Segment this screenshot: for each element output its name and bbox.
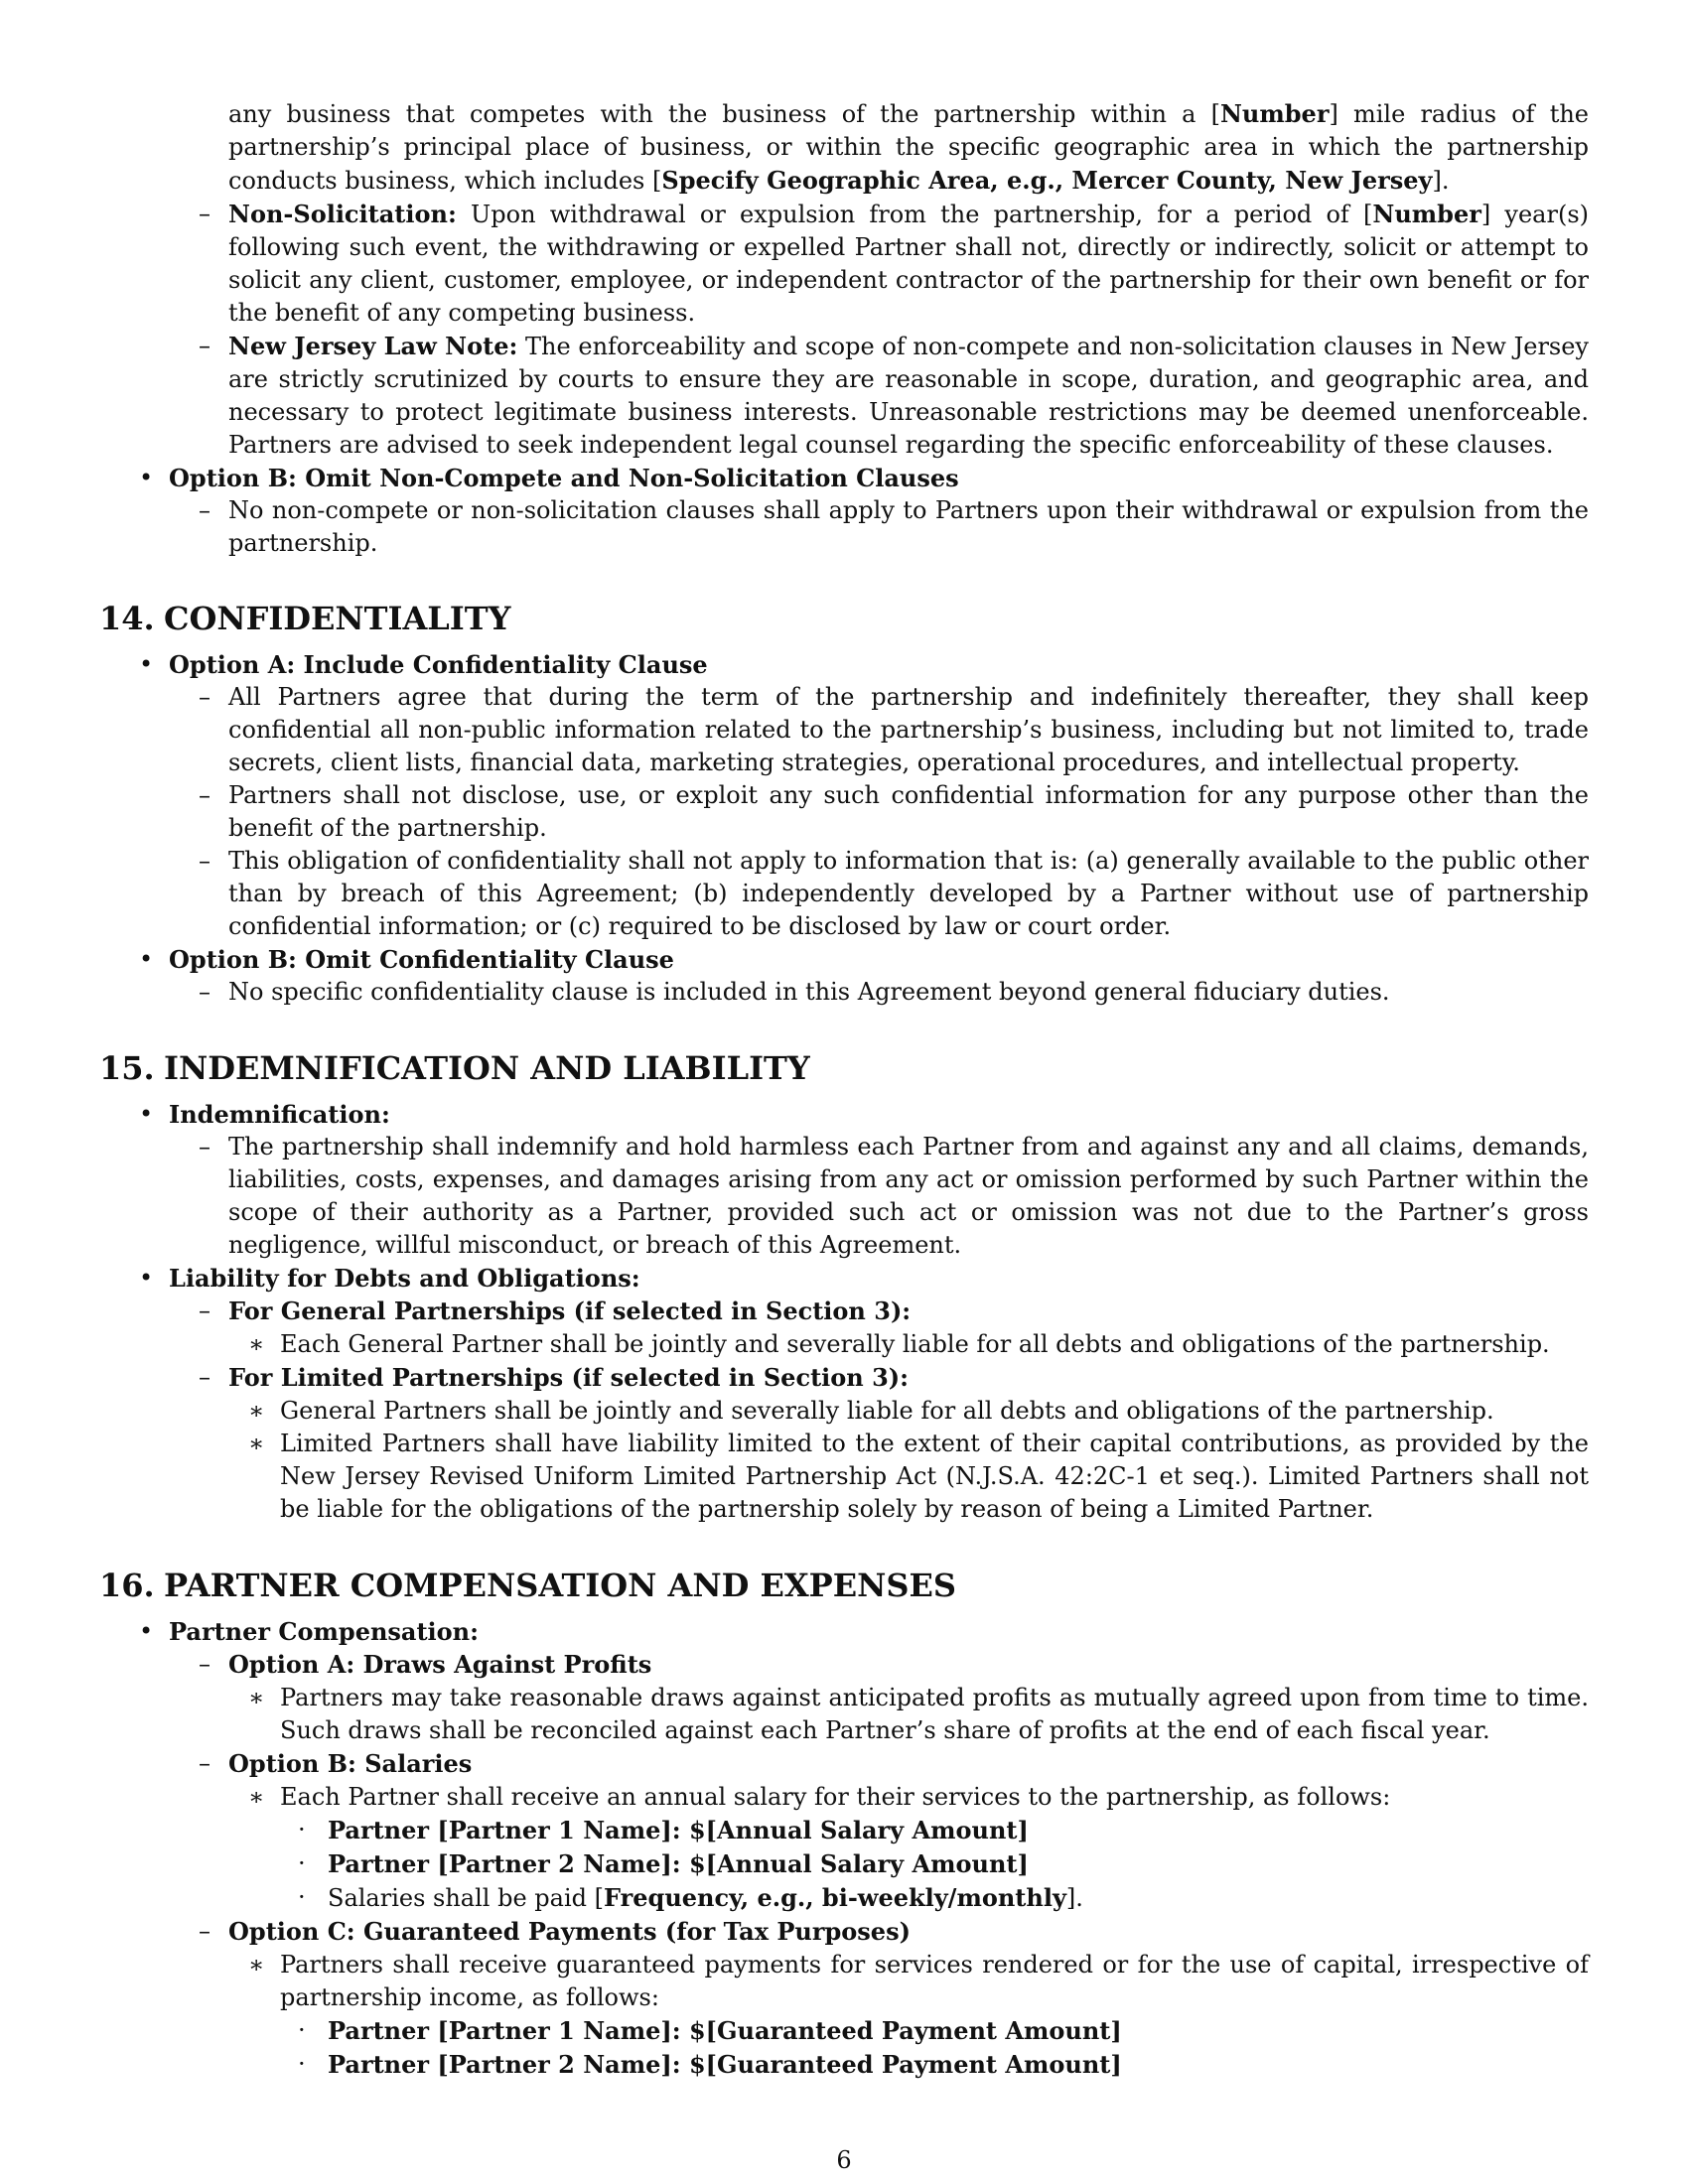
section-title: CONFIDENTIALITY bbox=[164, 600, 511, 637]
non-compete-continuation bbox=[99, 97, 1589, 198]
text-run: For General Partnerships (if selected in Section 3): bbox=[228, 1297, 912, 1325]
option-b-non-compete-item: – No non-compete or non-solicitation clauses shall apply to Partners upon their withdrawal or expulsion from the partnership. bbox=[99, 494, 1589, 560]
placeholder-frequency: Frequency, e.g., bi-weekly/monthly bbox=[604, 1883, 1066, 1912]
text-run: Salaries shall be paid [ bbox=[328, 1884, 604, 1912]
general-partnerships-label bbox=[99, 1295, 1589, 1328]
section-14-heading bbox=[99, 599, 1589, 638]
placeholder-number: Number bbox=[1219, 99, 1330, 128]
text-run: ]. bbox=[1065, 1884, 1083, 1912]
text-run: For Limited Partnerships (if selected in Section 3): bbox=[228, 1363, 909, 1392]
option-b-non-compete-label: • Option B: Omit Non-Compete and Non-Solicitation Clauses bbox=[99, 462, 1589, 494]
text-run: The enforceability and scope of non-compete and non-solicitation clauses in New Jersey are strictly scrutinized by courts to ensure they are reasonable in scope, duration, and geographic area, and necessary to protect legitimate business interests. Unreasonable restrictions may be deemed unenforceable. Partners are advised to seek independent legal counsel regarding the specific enforceability of these clauses. bbox=[228, 333, 1589, 459]
option-b-confidentiality-label: • Option B: Omit Confidentiality Clause bbox=[99, 943, 1589, 976]
list-item: – Partners shall not disclose, use, or exploit any such confidential information for any purpose other than the benefit of the partnership. bbox=[99, 779, 1589, 845]
limited-partnerships-label bbox=[99, 1361, 1589, 1395]
list-item: ∗ Partners may take reasonable draws against anticipated profits as mutually agreed upon from time to time. Such draws shall be reconciled against each Partner’s share of profits at the end of each fiscal year. bbox=[99, 1682, 1589, 1747]
option-b-salaries-label bbox=[99, 1747, 1589, 1781]
text-run: Option A: Draws Against Profits bbox=[228, 1650, 652, 1679]
section-number: 14. bbox=[99, 600, 155, 637]
option-c-guaranteed-label bbox=[99, 1915, 1589, 1949]
list-item: – This obligation of confidentiality shall not apply to information that is: (a) generally available to the public other than by breach of this Agreement; (b) independently developed by a Partner without use of partnership confidential information; or (c) required to be disclosed by law or court order. bbox=[99, 845, 1589, 943]
indemnification-label: • Indemnification: bbox=[99, 1098, 1589, 1131]
salary-partner-1 bbox=[99, 1814, 1589, 1847]
text-run: ] year(s) following such event, the withdrawing or expelled Partner shall not, directly or indirectly, solicit or attempt to solicit any client, customer, employee, or independent contractor of the partnership for their own benefit or for the benefit of any competing business. bbox=[228, 201, 1590, 327]
placeholder-geographic-area: Specify Geographic Area, e.g., Mercer County, New Jersey bbox=[661, 166, 1433, 195]
section-16-heading bbox=[99, 1566, 1589, 1605]
section-title: PARTNER COMPENSATION AND EXPENSES bbox=[164, 1567, 956, 1604]
text-run: Partner [Partner 2 Name]: $[Annual Salary Amount] bbox=[328, 1849, 1029, 1878]
nj-law-note-label: New Jersey Law Note: bbox=[228, 332, 518, 360]
text-run: Option B: Salaries bbox=[228, 1749, 473, 1778]
section-title: INDEMNIFICATION AND LIABILITY bbox=[164, 1049, 810, 1087]
text-run: Partner [Partner 1 Name]: $[Guaranteed Payment Amount] bbox=[328, 2016, 1122, 2045]
list-item: – The partnership shall indemnify and hold harmless each Partner from and against any and all claims, demands, liabilities, costs, expenses, and damages arising from any act or omission performed by such Partner within the scope of their authority as a Partner, provided such act or omission was not due to the Partner’s gross negligence, willful misconduct, or breach of this Agreement. bbox=[99, 1131, 1589, 1262]
page-content bbox=[99, 97, 1589, 2082]
section-number: 15. bbox=[99, 1049, 155, 1087]
option-a-draws-label bbox=[99, 1648, 1589, 1682]
guaranteed-partner-2 bbox=[99, 2048, 1589, 2082]
option-a-confidentiality-label: • Option A: Include Confidentiality Clause bbox=[99, 648, 1589, 681]
list-item: ∗ Each General Partner shall be jointly and severally liable for all debts and obligations of the partnership. bbox=[99, 1328, 1589, 1361]
liability-label: • Liability for Debts and Obligations: bbox=[99, 1262, 1589, 1295]
placeholder-number: Number bbox=[1372, 200, 1481, 228]
list-item: – No specific confidentiality clause is included in this Agreement beyond general fiduciary duties. bbox=[99, 976, 1589, 1009]
list-item: ∗ General Partners shall be jointly and severally liable for all debts and obligations of the partnership. bbox=[99, 1395, 1589, 1428]
text-run: Partner [Partner 1 Name]: $[Annual Salary Amount] bbox=[328, 1816, 1029, 1844]
text-run: Partner [Partner 2 Name]: $[Guaranteed Payment Amount] bbox=[328, 2050, 1122, 2079]
text-run: Upon withdrawal or expulsion from the partnership, for a period of [ bbox=[456, 201, 1373, 228]
list-item: ∗ Limited Partners shall have liability limited to the extent of their capital contributions, as provided by the New Jersey Revised Uniform Limited Partnership Act (N.J.S.A. 42:2C-1 et seq.). Limited Partners shall not be liable for the obligations of the partnership solely by reason of being a Limited Partner. bbox=[99, 1428, 1589, 1526]
list-item: ∗ Each Partner shall receive an annual salary for their services to the partnership, as follows: bbox=[99, 1781, 1589, 1814]
text-run: any business that competes with the business of the partnership within a [ bbox=[228, 100, 1220, 128]
section-number: 16. bbox=[99, 1567, 155, 1604]
non-solicitation-item bbox=[99, 198, 1589, 330]
nj-law-note-item bbox=[99, 330, 1589, 462]
text-run: Option C: Guaranteed Payments (for Tax Purposes) bbox=[228, 1917, 911, 1946]
guaranteed-partner-1 bbox=[99, 2014, 1589, 2048]
partner-compensation-label: • Partner Compensation: bbox=[99, 1615, 1589, 1648]
text-run: ]. bbox=[1432, 167, 1450, 195]
non-solicitation-label: Non-Solicitation: bbox=[228, 200, 457, 228]
page-number: 6 bbox=[836, 2146, 852, 2174]
section-15-heading bbox=[99, 1048, 1589, 1088]
salary-frequency bbox=[99, 1881, 1589, 1915]
list-item: ∗ Partners shall receive guaranteed payments for services rendered or for the use of capital, irrespective of partnership income, as follows: bbox=[99, 1949, 1589, 2014]
text-run: ] mile radius of the partnership’s principal place of business, or within the specific geographic area in which the partnership conducts business, which includes [ bbox=[228, 100, 1590, 195]
salary-partner-2 bbox=[99, 1847, 1589, 1881]
list-item: – All Partners agree that during the term of the partnership and indefinitely thereafter, they shall keep confidential all non-public information related to the partnership’s business, including but not limited to, trade secrets, client lists, financial data, marketing strategies, operational procedures, and intellectual property. bbox=[99, 681, 1589, 779]
